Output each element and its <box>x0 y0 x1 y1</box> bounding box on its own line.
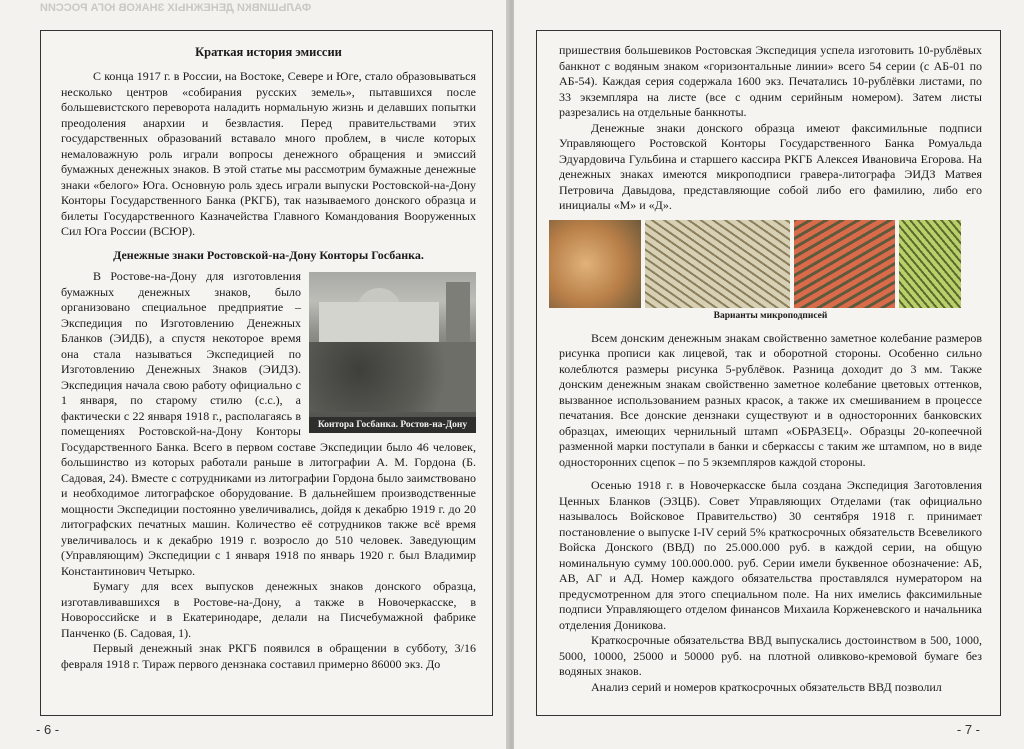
section-title: Краткая история эмиссии <box>195 45 342 59</box>
denominations-paragraph: Краткосрочные обязательства ВВД выпускались достоинством в 500, 1000, 5000, 10000, 25000 и 50000 руб. на плотной оливково-кремовой бумаге без водяных знаков. <box>559 633 982 678</box>
bleed-through-header: ФАЛЬШИВКИ ДЕНЕЖНЫХ ЗНАКОВ ЮГА РОССИИ <box>40 2 312 14</box>
left-text-frame <box>40 30 493 716</box>
bank-office-photo <box>309 272 476 433</box>
page-number-right: - 7 - <box>956 722 980 737</box>
analysis-paragraph: Анализ серий и номеров краткосрочных обязательств ВВД позволил <box>591 679 942 694</box>
intro-paragraph: С конца 1917 г. в России, на Востоке, Севере и Юге, стало образовываться несколько центров «собирания русских земель», пытавшихся после большевистского переворота наладить нормальную жизнь и делавших попытки преодоления анархии и безвластия. Перед правительствами этих государственных образований вставало много проблем, в числе которых немаловажную роль играли вопросы денежного обращения и эмиссий бумажных денежных знаков. В этой статье мы рассмотрим бумажные денежные знаки «белого» Юга. Основную роль здесь играли выпуски Ростовской-на-Дону Конторы Государственного Банка (РКГБ), так называемого донского образца и билеты Государственного Казначейства Главного Командования Вооруженных Сил Юга России (ВСЮР). <box>61 69 476 238</box>
microsignature-caption: Варианты микроподписей <box>713 310 828 321</box>
right-page <box>514 0 1024 749</box>
novocherkassk-paragraph: Осенью 1918 г. в Новочеркасске была создана Экспедиция Заготовления Ценных Бланков (ЭЗЦБ). Совет Управляющих Отделами (так официально называлось Войсковое Правительство) 30 сентября 1918 г. принимает постановление о выпуске I-IV серий 5% краткосрочных обязательств Всевеликого Войска Донского (ВВД) по 25.000.000 руб. в каждой серии, на общую номинальную сумму 100.000.000. руб. Серии имели буквенное обозначение: АБ, АВ, АГ и АД. Номер каждого обязательства проставлялся нумератором на предусмотренном для этого специальном поле. На них имелись факсимильные подписи Управляющего отделом финансов Михаила Корженевского и начальника отделения Доникова. <box>559 478 982 632</box>
signatures-paragraph: Денежные знаки донского образца имеют факсимильные подписи Управляющего Ростовской Конторы Государственного Банка Ромуальда Эдуардовича Гульбина и старшего кассира РКГБ Алексея Ивановича Егорова. На денежных знаках имеются микроподписи гравера-литографа ЭИДЗ Матвея Петровича Давыдова, представляющие собой либо его фамилию, либо его инициалы «М» и «Д». <box>559 120 982 212</box>
photo-caption: Контора Госбанка. Ростов-на-Дону <box>309 417 476 433</box>
left-page <box>0 0 510 749</box>
microsignature-image <box>899 220 961 308</box>
photo-trees-shape <box>309 342 476 412</box>
microsignature-image <box>794 220 895 308</box>
variation-paragraph: Всем донским денежным знакам свойственно заметное колебание размеров рисунка прописи как лицевой, так и оборотной стороны. Особенно сильно колеблются размеры рисунка 5-рублёвок. Разница доходит до 3 мм. Также донским денежным знакам свойственно заметное колебание цветовых оттенков, вызванное использованием разных красок, а также их смешиванием в процессе печатания. Все донские дензнаки существуют и в односторонних банковских образцах, имеющих чернильный штамп «ОБРАЗЕЦ». Образцы 20-копеечной разменной марки поступали в банки и сберкассы с таким же штампом, но в виде односторонних сцепок – по 5 экземпляров каждой стороны. <box>559 330 982 469</box>
paper-paragraph: Бумагу для всех выпусков денежных знаков донского образца, изготавливавшихся в Ростове-на-Дону, а также в Новочеркасске, в Новороссийске и в Екатеринодаре, делали на Писчебумажной фабрике Панченко (Б. Садовая, 1). <box>61 579 476 640</box>
first-banknote-paragraph: Первый денежный знак РКГБ появился в обращении в субботу, 3/16 февраля 1918 г. Тираж первого дензнака составил примерно 86000 экз. До <box>61 641 476 671</box>
expedition-paragraph: В Ростове-на-Дону для изготовления бумажных денежных знаков, было организовано специальное предприятие – Экспедиция по Изготовлению Денежных Бланков (ЭИДБ), а спустя некоторое время она стала называться Экспедицией по Изготовлению Денежных Знаков (ЭИДЗ). Экспедиция начала свою работу официально с 1 января, по старому стилю (с.с.), а фактически с 22 января 1918 г., располагаясь в помещениях Ростовской-на-Дону Конторы Государственного Банка. Всего в первом составе Экспедиции было 46 человек, большинство из которых работали раньше в литографии А. М. Гордона (Б. Садовая, 24). Вместе с сотрудниками из литографии Гордона было заимствовано и необходимое литографское оборудование. В дальнейшем производственные мощности Экспедиции постоянно увеличивались, дойдя к декабрю 1919 г. до 20 литографских печатных машин. Количество её сотрудников также всё время увеличивалось и к декабрю 1919 г. возросло до 510 человек. Заведующим (Управляющим) Экспедиции с 1 января 1918 по январь 1920 г. был Владимир Константинович Четырко. <box>61 269 476 578</box>
microsignature-image <box>645 220 790 308</box>
right-text-frame <box>536 30 1001 716</box>
microsignature-images <box>549 220 982 308</box>
microsignature-image <box>549 220 641 308</box>
page-number-left: - 6 - <box>36 722 60 737</box>
continuation-paragraph: пришествия большевиков Ростовская Экспедиция успела изготовить 10-рублёвых банкнот с водяным знаком «горизонтальные линии» всего 54 серии (с АБ-01 по АБ-54). Каждая серия содержала 1600 экз. Печатались 10-рублёвки листами, по 33 экземпляра на листе (все с одним серийным номером). Затем листы разрезались на отдельные банкноты. <box>559 43 982 119</box>
subsection-title: Денежные знаки Ростовской-на-Дону Конторы Госбанка. <box>113 247 424 262</box>
